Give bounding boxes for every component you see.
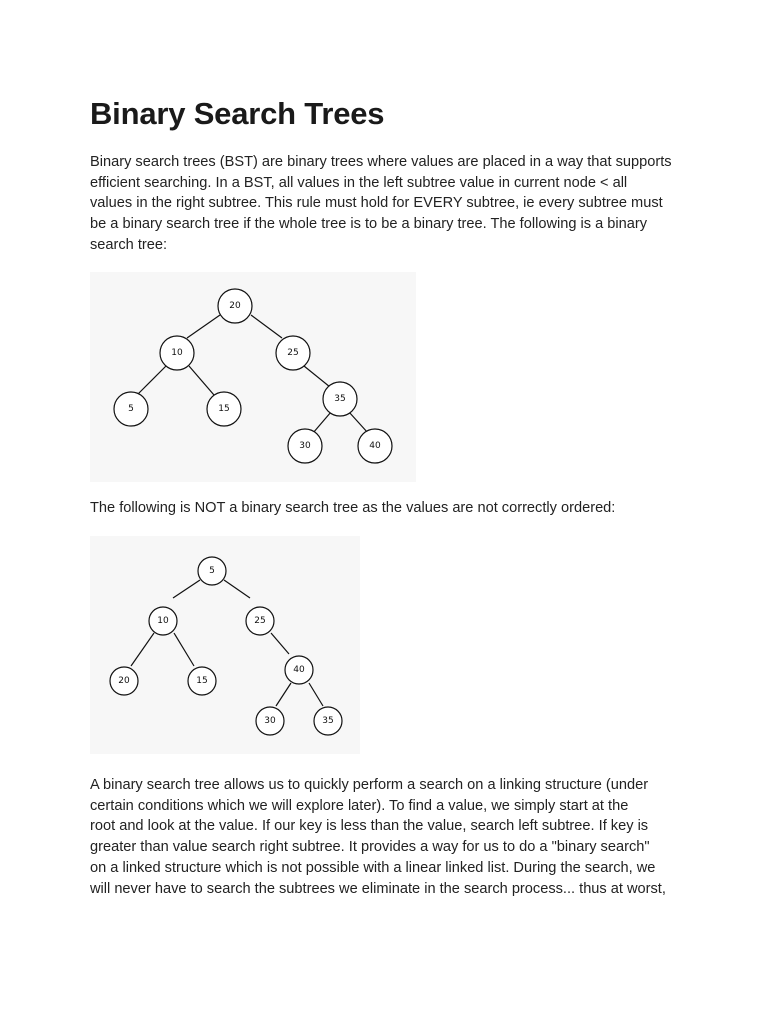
tree-node-10 <box>160 336 194 370</box>
svg-text:40: 40 <box>293 665 305 675</box>
tree-node-30 <box>256 707 284 735</box>
bst-edges <box>137 315 368 433</box>
tree-node-5 <box>198 557 226 585</box>
svg-text:35: 35 <box>334 394 346 404</box>
tree-edge <box>276 683 291 706</box>
svg-text:15: 15 <box>218 404 230 414</box>
tree-node-35 <box>314 707 342 735</box>
tree-edge <box>137 366 166 395</box>
intro-line: be a binary search tree if the whole tree is to be a binary tree. The following is a binary <box>90 216 648 233</box>
svg-text:25: 25 <box>254 616 266 626</box>
intro-line: values in the right subtree. This rule must hold for EVERY subtree, ie every subtree must <box>90 195 663 212</box>
tree-node-15 <box>207 392 241 426</box>
bst-figure <box>90 272 416 482</box>
tree-node-30 <box>288 429 322 463</box>
svg-text:5: 5 <box>128 404 134 414</box>
tree-node-40 <box>358 429 392 463</box>
bst-diagram <box>90 272 416 482</box>
tree-node-35 <box>323 382 357 416</box>
search-line: on a linked structure which is not possible with a linear linked list. During the search, we <box>90 859 656 876</box>
tree-edge <box>173 580 200 598</box>
tree-edge <box>131 633 154 666</box>
svg-text:20: 20 <box>118 676 130 686</box>
svg-text:15: 15 <box>196 676 208 686</box>
not-bst-line: The following is NOT a binary search tree as the values are not correctly ordered: <box>90 500 616 516</box>
search-line: will never have to search the subtrees we eliminate in the search process... thus at worst, <box>90 880 666 897</box>
tree-edge <box>189 366 214 395</box>
tree-node-25 <box>276 336 310 370</box>
tree-edge <box>187 315 220 338</box>
intro-line: search tree: <box>90 236 168 253</box>
not-bst-diagram <box>90 536 360 754</box>
search-line: A binary search tree allows us to quickly perform a search on a linking structure (under <box>90 777 649 793</box>
intro-paragraph <box>90 152 672 256</box>
tree-edge <box>251 315 282 338</box>
search-line: greater than value search right subtree. It provides a way for us to do a "binary search" <box>90 839 650 856</box>
svg-text:40: 40 <box>369 441 381 451</box>
not-bst-figure <box>90 536 360 754</box>
tree-edge <box>174 633 194 666</box>
svg-text:10: 10 <box>171 348 183 358</box>
svg-text:25: 25 <box>287 348 299 358</box>
search-paragraph <box>90 775 666 899</box>
page-title: Binary Search Trees <box>90 96 385 131</box>
search-line: certain conditions which we will explore later). To find a value, we simply start at the <box>90 797 629 814</box>
tree-node-20 <box>218 289 252 323</box>
tree-edge <box>313 412 331 433</box>
tree-edge <box>304 366 330 387</box>
tree-edge <box>271 633 289 654</box>
tree-node-5 <box>114 392 148 426</box>
search-line: root and look at the value. If our key is less than the value, search left subtree. If key is <box>90 818 649 835</box>
svg-text:5: 5 <box>209 566 215 576</box>
tree-node-15 <box>188 667 216 695</box>
tree-node-20 <box>110 667 138 695</box>
tree-edge <box>224 580 250 598</box>
tree-node-40 <box>285 656 313 684</box>
tree-edge <box>309 683 323 706</box>
svg-text:30: 30 <box>264 716 276 726</box>
not-bst-paragraph <box>90 498 615 519</box>
intro-line: Binary search trees (BST) are binary trees where values are placed in a way that supports <box>90 154 672 170</box>
tree-node-10 <box>149 607 177 635</box>
svg-text:20: 20 <box>229 301 241 311</box>
svg-text:30: 30 <box>299 441 311 451</box>
svg-text:10: 10 <box>157 616 169 626</box>
tree-edge <box>349 412 368 433</box>
not-bst-edges <box>131 580 323 706</box>
intro-line: efficient searching. In a BST, all values in the left subtree value in current node < all <box>90 174 628 191</box>
tree-node-25 <box>246 607 274 635</box>
svg-text:35: 35 <box>322 716 334 726</box>
